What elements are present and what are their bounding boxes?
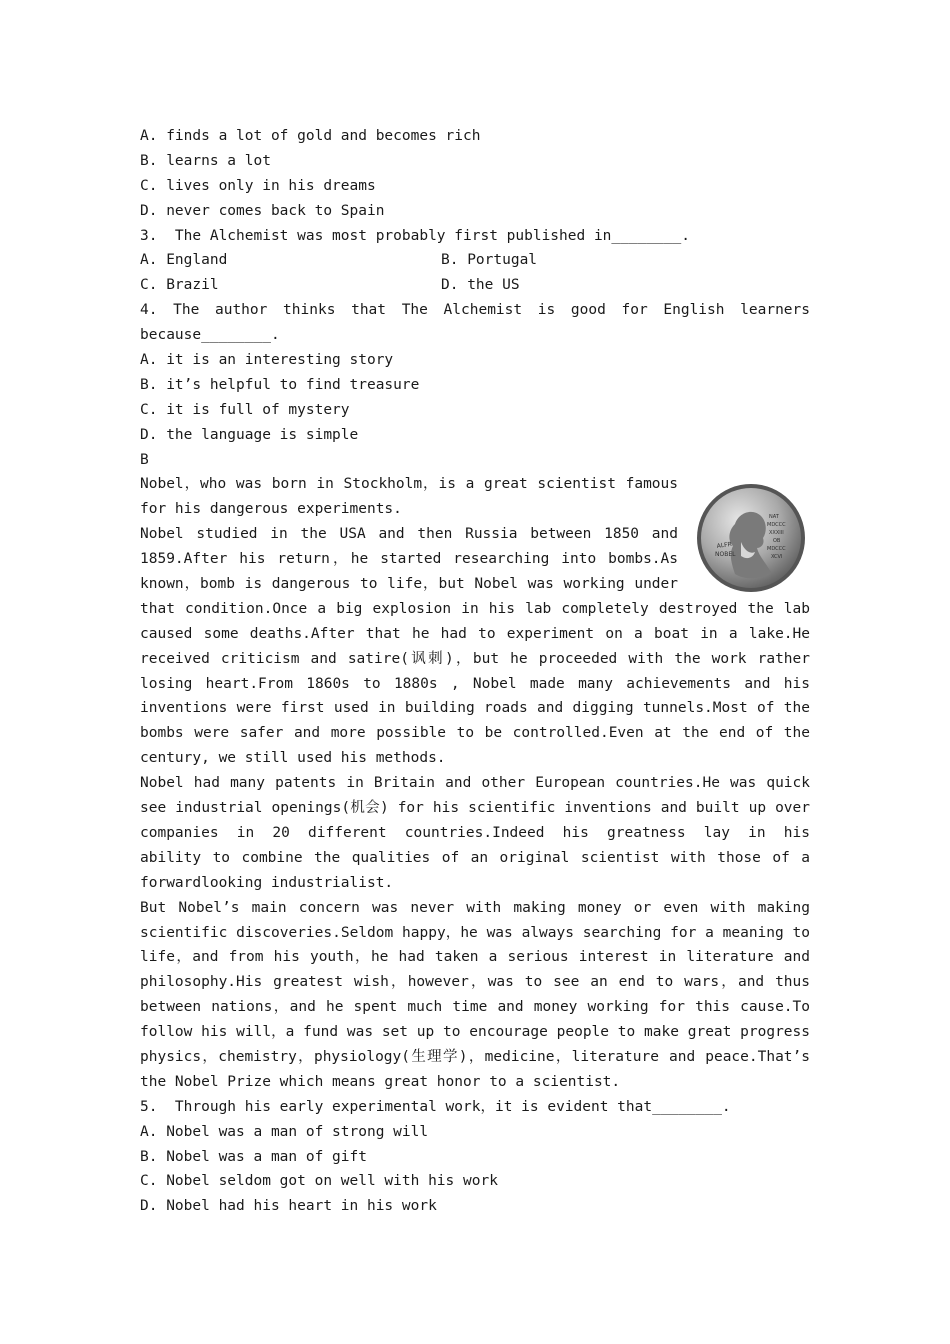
passage-line: the Nobel Prize which means great honor to a scientist. xyxy=(140,1073,621,1090)
passage-line: for his dangerous experiments. xyxy=(140,501,402,518)
q3-option-a: A. England xyxy=(140,252,228,269)
passage-line: Nobel，who was born in Stockholm，is a great scientist famous xyxy=(140,476,678,493)
medal-text-right-6: XCVI xyxy=(771,554,783,560)
medal-text-right-4: OB xyxy=(773,538,781,544)
q5-option-a: A. Nobel was a man of strong will xyxy=(140,1123,429,1140)
passage-line: Nobel studied in the USA and then Russia between 1850 and xyxy=(140,526,678,543)
passage-line: bombs were safer and more possible to be controlled.Even at the end of the xyxy=(140,725,810,742)
passage-line: follow his will，a fund was set up to encourage people to make great progress xyxy=(140,1024,810,1041)
q4-stem-line-1: 4. The author thinks that The Alchemist is good for English learners xyxy=(140,302,810,319)
q2-option-a: A. finds a lot of gold and becomes rich xyxy=(140,128,481,144)
q2-option-d: D. never comes back to Spain xyxy=(140,202,385,219)
passage-line: ability to combine the qualities of an original scientist with those of a xyxy=(140,849,810,866)
q3-option-b: B. Portugal xyxy=(441,252,538,269)
passage-line: caused some deaths.After that he had to experiment on a boat in a lake.He xyxy=(140,625,810,642)
medal-text-right-2: MDCCC xyxy=(767,522,786,528)
q3-options-row-1 xyxy=(140,248,810,273)
passage-line: see industrial openings(机会) for his scientific inventions and built up over xyxy=(140,800,810,817)
passage-line: losing heart.From 1860s to 1880s , Nobel made many achievements and his xyxy=(140,675,810,692)
q4-option-a: A. it is an interesting story xyxy=(140,352,394,369)
q5-stem: 5. Through his early experimental work，it is evident that________. xyxy=(140,1098,731,1115)
q4-option-d: D. the language is simple xyxy=(140,426,359,443)
passage-line: inventions were first used in building roads and digging tunnels.Most of the xyxy=(140,700,810,717)
passage-line: forwardlooking industrialist. xyxy=(140,874,394,891)
q2-option-b: B. learns a lot xyxy=(140,152,271,169)
passage-line: But Nobel’s main concern was never with making money or even with making xyxy=(140,899,810,916)
q5-option-b: B. Nobel was a man of gift xyxy=(140,1148,367,1165)
passage-line: companies in 20 different countries.Indeed his greatness lay in his xyxy=(140,824,810,841)
medal-text-right-1: NAT xyxy=(769,514,779,520)
q3-stem: 3. The Alchemist was most probably first published in________. xyxy=(140,227,690,244)
nobel-medal-image xyxy=(695,482,807,594)
passage-line: 1859.After his return，he started researching into bombs.As xyxy=(140,551,678,568)
passage-line: that condition.Once a big explosion in his lab completely destroyed the lab xyxy=(140,600,810,617)
passage-line: between nations，and he spent much time and money working for this cause.To xyxy=(140,999,810,1016)
q3-options-row-2 xyxy=(140,273,810,298)
passage-line: physics，chemistry，physiology(生理学)，medicine，literature and peace.That’s xyxy=(140,1048,810,1065)
passage-b-label: B xyxy=(140,451,149,468)
q3-option-c: C. Brazil xyxy=(140,277,219,294)
q4-option-b: B. it’s helpful to find treasure xyxy=(140,376,420,393)
medal-text-right-3: XXXIII xyxy=(769,530,784,536)
passage-line: life，and from his youth，he had taken a serious interest in literature and xyxy=(140,949,810,966)
passage-line: century, we still used his methods. xyxy=(140,750,446,767)
q2-option-c: C. lives only in his dreams xyxy=(140,177,376,194)
q4-option-c: C. it is full of mystery xyxy=(140,401,350,418)
q4-stem-line-2: because________. xyxy=(140,327,280,344)
q3-option-d: D. the US xyxy=(441,277,520,294)
q5-option-d: D. Nobel had his heart in his work xyxy=(140,1198,437,1215)
document-page xyxy=(140,124,810,1219)
passage-line: philosophy.His greatest wish，however，was to see an end to wars，and thus xyxy=(140,974,810,991)
passage-line: scientific discoveries.Seldom happy，he was always searching for a meaning to xyxy=(140,924,810,941)
passage-line: Nobel had many patents in Britain and other European countries.He was quick xyxy=(140,775,810,792)
q5-option-c: C. Nobel seldom got on well with his work xyxy=(140,1173,498,1190)
medal-text-left-2: NOBEL xyxy=(715,551,736,558)
medal-text-left: ALFR xyxy=(716,540,733,550)
passage-line: received criticism and satire(讽刺)，but he proceeded with the work rather xyxy=(140,650,810,667)
passage-line: known，bomb is dangerous to life，but Nobel was working under xyxy=(140,576,678,593)
medal-text-right-5: MDCCC xyxy=(767,546,786,552)
